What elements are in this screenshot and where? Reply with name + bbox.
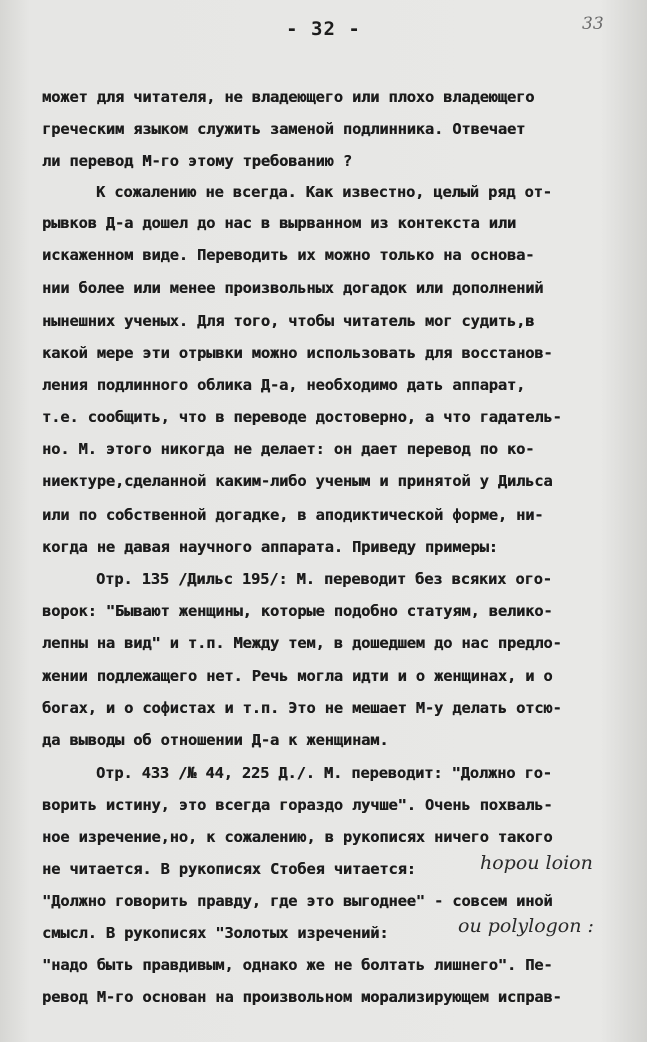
text-line: нии более или менее произвольных догадок или дополнений bbox=[42, 279, 544, 297]
text-line: жении подлежащего нет. Речь могла идти и о женщинах, и о bbox=[42, 667, 553, 685]
handwritten-insert: hopou loion bbox=[480, 852, 593, 874]
text-line: К сожалению не всегда. Как известно, целый ряд от- bbox=[96, 183, 552, 201]
text-line: ли перевод М-го этому требованию ? bbox=[42, 152, 352, 170]
text-line: нынешних ученых. Для того, чтобы читатель мог судить,в bbox=[42, 312, 535, 330]
text-line: рывков Д-а дошел до нас в вырванном из контекста или bbox=[42, 214, 517, 232]
text-line: лепны на вид" и т.п. Между тем, в дошедшем до нас предло- bbox=[42, 634, 562, 652]
text-line: ное изречение,но, к сожалению, в рукописях ничего такого bbox=[42, 828, 553, 846]
text-line: Отр. 433 /№ 44, 225 Д./. М. переводит: "Должно го- bbox=[96, 764, 552, 782]
text-line: ревод М-го основан на произвольном морализирующем исправ- bbox=[42, 988, 562, 1006]
text-line: богах, и о софистах и т.п. Это не мешает М-у делать отсю- bbox=[42, 699, 562, 717]
text-line: ворить истину, это всегда гораздо лучше". Очень похваль- bbox=[42, 796, 553, 814]
text-line: какой мере эти отрывки можно использовать для восстанов- bbox=[42, 344, 553, 362]
text-line: искаженном виде. Переводить их можно только на основа- bbox=[42, 246, 535, 264]
text-line: "надо быть правдивым, однако же не болтать лишнего". Пе- bbox=[42, 956, 553, 974]
text-line: т.е. сообщить, что в переводе достоверно, а что гадатель- bbox=[42, 408, 562, 426]
handwritten-insert: ou polylogon : bbox=[458, 915, 594, 937]
text-line: или по собственной догадке, в аподиктической форме, ни- bbox=[42, 506, 544, 524]
text-line: да выводы об отношении Д-а к женщинам. bbox=[42, 731, 389, 749]
text-line: не читается. В рукописях Стобея читается: bbox=[42, 860, 416, 878]
page-number: - 32 - bbox=[286, 18, 361, 40]
text-line: ворок: "Бывают женщины, которые подобно статуям, велико- bbox=[42, 602, 553, 620]
archive-page-number: 33 bbox=[582, 14, 604, 34]
text-line: смысл. В рукописях "Золотых изречений: bbox=[42, 924, 389, 942]
text-line: ниектуре,сделанной каким-либо ученым и принятой у Дильса bbox=[42, 472, 553, 490]
text-line: может для читателя, не владеющего или плохо владеющего bbox=[42, 88, 535, 106]
text-line: когда не давая научного аппарата. Приведу примеры: bbox=[42, 538, 498, 556]
text-line: Отр. 135 /Дильс 195/: М. переводит без всяких ого- bbox=[96, 570, 552, 588]
text-line: ления подлинного облика Д-а, необходимо дать аппарат, bbox=[42, 376, 526, 394]
text-line: "Должно говорить правду, где это выгоднее" - совсем иной bbox=[42, 892, 553, 910]
text-line: греческим языком служить заменой подлинника. Отвечает bbox=[42, 120, 526, 138]
text-line: но. М. этого никогда не делает: он дает перевод по ко- bbox=[42, 440, 535, 458]
